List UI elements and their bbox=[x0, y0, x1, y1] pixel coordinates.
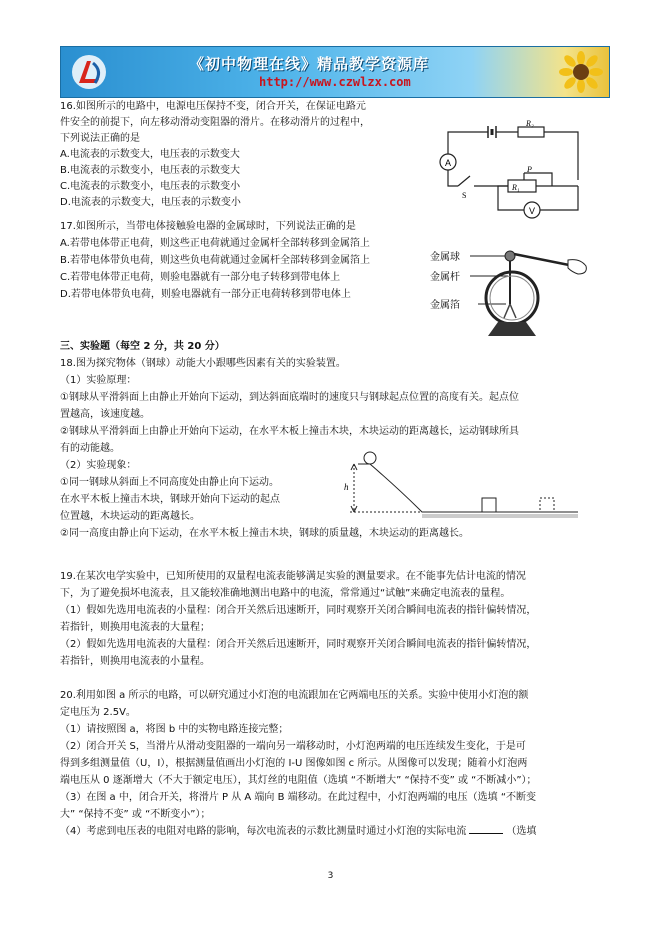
q16-stem-line3: 下列说法正确的是 bbox=[60, 133, 140, 144]
r2-label: R₂ bbox=[526, 119, 534, 128]
q16-option-a: A.电流表的示数变大，电压表的示数变大 bbox=[60, 149, 240, 160]
hand-icon bbox=[568, 260, 586, 274]
q19-part1-line1: （1）假如先选用电流表的小量程：闭合开关然后迅速断开，同时观察开关闭合瞬间电流表的指针偏转情况， bbox=[60, 605, 537, 616]
q16-option-d: D.电流表的示数变大，电压表的示数变小 bbox=[60, 197, 241, 208]
q18-phenomenon-1-line3: 位置越，木块运动的距离越长。 bbox=[60, 511, 200, 522]
slider-p-label: P bbox=[527, 165, 532, 174]
q18-stem: 18.图为探究物体（钢球）动能大小跟哪些因素有关的实验装置。 bbox=[60, 358, 346, 369]
q16-stem-line2: 件安全的前提下，向左移动滑动变阻器的滑片。在移动滑片的过程中， bbox=[60, 117, 370, 128]
q20-line1: 20.利用如图 a 所示的电路，可以研究通过小灯泡的电流跟加在它两端电压的关系。实验中使用小灯泡的额 bbox=[60, 690, 529, 701]
q16-option-b: B.电流表的示数变小，电压表的示数变大 bbox=[60, 165, 241, 176]
q18-principle-1-line1: ①钢球从平滑斜面上由静止开始向下运动，到达斜面底端时的速度只与钢球起点位置的高度有关。起点位 bbox=[60, 392, 519, 403]
site-logo-icon bbox=[69, 53, 109, 91]
q18-phenomenon-1-line1: ①同一钢球从斜面上不同高度处由静止向下运动。 bbox=[60, 477, 279, 488]
answer-blank[interactable] bbox=[469, 833, 503, 834]
voltmeter-label: V bbox=[528, 206, 536, 216]
wood-block-moved-icon bbox=[540, 498, 554, 512]
q20-line2: 定电压为 2.5V。 bbox=[60, 707, 136, 718]
q17-stem: 17.如图所示，当带电体接触验电器的金属球时，下列说法正确的是 bbox=[60, 221, 356, 232]
q18-phenomenon-1-line2: 在水平木板上撞击木块，钢球开始向下运动的起点 bbox=[60, 494, 280, 505]
q17-option-a: A.若带电体带正电荷，则这些正电荷就通过金属杆全部转移到金属箔上 bbox=[60, 238, 370, 249]
q18-phenomenon-label: （2）实验现象： bbox=[60, 460, 137, 471]
q18-principle-2-line2: 有的动能越。 bbox=[60, 443, 120, 454]
q18-ramp-figure bbox=[340, 450, 580, 522]
q20-part2-line1: （2）闭合开关 S，当滑片从滑动变阻器的一端向另一端移动时，小灯泡两端的电压连续发生变化，于是可 bbox=[60, 741, 526, 752]
q20-part3-line2: 大” “保持不变” 或 “不断变小”）； bbox=[60, 809, 211, 820]
q19-line1: 19.在某次电学实验中，已知所使用的双量程电流表能够满足实验的测量要求。在不能事先估计电流的情况 bbox=[60, 571, 526, 582]
ball-label: 金属球 bbox=[430, 252, 460, 263]
q16-stem-line1: 16.如图所示的电路中，电源电压保持不变，闭合开关，在保证电路元 bbox=[60, 101, 366, 112]
q19-part2-line2: 若指针，则换用电流表的小量程。 bbox=[60, 656, 210, 667]
q20-part4-line1: （4）考虑到电压表的电阻对电路的影响，每次电流表的示数比测量时通过小灯泡的实际电流 （选填 bbox=[60, 826, 537, 837]
q18-principle-label: （1）实验原理： bbox=[60, 375, 137, 386]
sunflower-icon bbox=[559, 51, 603, 93]
steel-ball-icon bbox=[364, 452, 376, 464]
metal-ball-icon bbox=[505, 251, 515, 261]
q16-option-c: C.电流表的示数变小，电压表的示数变小 bbox=[60, 181, 241, 192]
q20-part2-line2: 得到多组测量值（U，I），根据测量值画出小灯泡的 I-U 图像如图 c 所示。从图像可以发现；随着小灯泡两 bbox=[60, 758, 528, 769]
q19-line2: 下，为了避免损坏电流表，且又能较准确地测出电路中的电流，常常通过“试触”来确定电流表的量程。 bbox=[60, 588, 511, 599]
q20-part3-line1: （3）在图 a 中，闭合开关，将滑片 P 从 A 端向 B 端移动。在此过程中，小灯泡两端的电压（选填 “不断变 bbox=[60, 792, 537, 803]
q20-part1: （1）请按照图 a，将图 b 中的实物电路连接完整； bbox=[60, 724, 289, 735]
ammeter-label: A bbox=[444, 158, 452, 168]
r1-label: R₁ bbox=[512, 183, 520, 192]
q19-part2-line1: （2）假如先选用电流表的大量程：闭合开关然后迅速断开，同时观察开关闭合瞬间电流表的指针偏转情况， bbox=[60, 639, 537, 650]
q18-principle-2-line1: ②钢球从平滑斜面上由静止开始向下运动，在水平木板上撞击木块，木块运动的距离越长，运动钢球所具 bbox=[60, 426, 519, 437]
banner-url[interactable]: http://www.czwlzx.com bbox=[259, 75, 411, 89]
page-number: 3 bbox=[327, 871, 334, 881]
q18-principle-1-line2: 置越高，该速度越。 bbox=[60, 409, 150, 420]
switch-s-label: S bbox=[462, 191, 467, 200]
wood-block-icon bbox=[482, 498, 496, 512]
foil-label: 金属箔 bbox=[430, 300, 460, 311]
q18-phenomenon-2: ②同一高度由静止向下运动，在水平木板上撞击木块，钢球的质量越，木块运动的距离越长。 bbox=[60, 528, 469, 539]
q20-part2-line3: 端电压从 0 逐渐增大（不大于额定电压），其灯丝的电阻值（选填 “不断增大” “保持不变” 或 “不断减小”）； bbox=[60, 775, 537, 786]
q17-option-c: C.若带电体带正电荷，则验电器就有一部分电子转移到带电体上 bbox=[60, 272, 341, 283]
section-3-heading: 三、实验题（每空 2 分，共 20 分） bbox=[60, 341, 225, 352]
q17-option-b: B.若带电体带负电荷，则这些负电荷就通过金属杆全部转移到金属箔上 bbox=[60, 255, 371, 266]
q17-option-d: D.若带电体带负电荷，则验电器就有一部分正电荷转移到带电体上 bbox=[60, 289, 351, 300]
banner-title: 《初中物理在线》精品教学资源库 bbox=[189, 55, 430, 73]
q16-circuit-diagram bbox=[428, 118, 588, 220]
header-banner bbox=[60, 46, 610, 98]
q19-part1-line2: 若指针，则换用电流表的大量程； bbox=[60, 622, 210, 633]
q17-electroscope-figure bbox=[428, 228, 596, 340]
rod-label: 金属杆 bbox=[430, 272, 460, 283]
height-h-label: h bbox=[344, 482, 349, 492]
charged-rod-icon bbox=[514, 254, 574, 266]
